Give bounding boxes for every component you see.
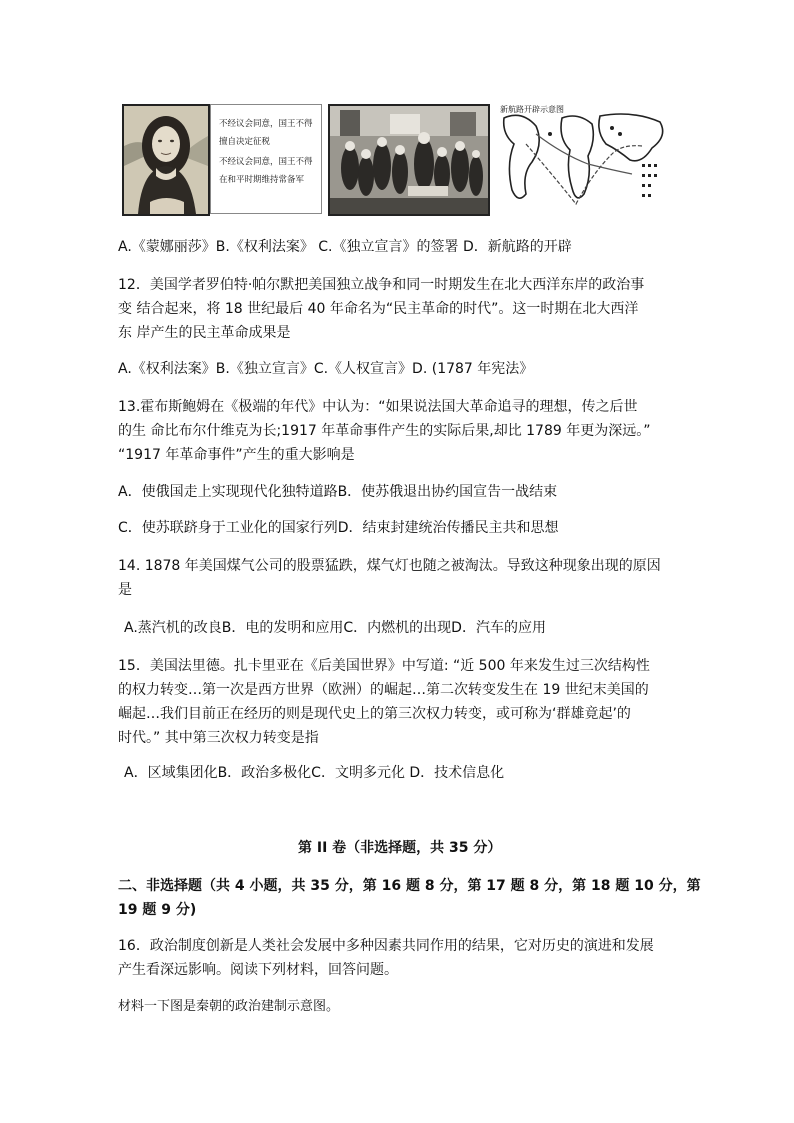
bill-of-rights-textbox [210, 104, 322, 214]
declaration-signing-image [328, 104, 490, 216]
q12-line: 12．美国学者罗伯特·帕尔默把美国独立战争和同一时期发生在北大西洋东岸的政治事 [118, 277, 645, 293]
section-heading-line: 二、非选择题（共 4 小题，共 35 分，第 16 题 8 分，第 17 题 8 分，第 18 题 10 分，第 [118, 878, 701, 894]
q15-line: 的权力转变…第一次是西方世界（欧洲）的崛起…第二次转变发生在 19 世纪末美国的 [118, 682, 649, 698]
q16-material: 材料一下图是秦朝的政治建制示意图。 [118, 999, 340, 1014]
q14-line: 14. 1878 年美国煤气公司的股票猛跌，煤气灯也随之被淘汰。导致这种现象出现的原因 [118, 558, 661, 574]
q14-options: A.蒸汽机的改良B．电的发明和应用C．内燃机的出现D．汽车的应用 [124, 620, 546, 636]
bill-text-line: 擅自决定征税 [219, 137, 271, 147]
new-sea-routes-map [492, 104, 674, 212]
q15-line: 15．美国法里德。扎卡里亚在《后美国世界》中写道: “近 500 年来发生过三次结构性 [118, 658, 650, 674]
q15-line: 崛起…我们目前正在经历的则是现代史上的第三次权力转变，或可称为‘群雄竟起’的 [118, 706, 631, 722]
bill-text-line: 不经议会同意，国王不得 [219, 157, 313, 167]
q13-line: “1917 年革命事件”产生的重大影响是 [118, 447, 355, 463]
section-heading-line: 19 题 9 分) [118, 902, 197, 918]
q11-options: A.《蒙娜丽莎》B.《权利法案》 C.《独立宣言》的签署 D．新航路的开辟 [118, 239, 572, 255]
q15-options: A．区域集团化B．政治多极化C．文明多元化 D．技术信息化 [124, 765, 505, 781]
q16-line: 产生看深远影响。阅读下列材料，回答问题。 [118, 962, 398, 978]
map-title: 新航路开辟示意图 [500, 105, 564, 114]
mona-lisa-image [122, 104, 210, 216]
q14-line: 是 [118, 582, 132, 598]
q13-line: 13.霍布斯鲍姆在《极端的年代》中认为：“如果说法国大革命追寻的理想，传之后世 [118, 399, 638, 415]
q12-options: A.《权利法案》B.《独立宣言》C.《人权宣言》D. (1787 年宪法》 [118, 361, 534, 377]
q15-line: 时代。” 其中第三次权力转变是指 [118, 730, 319, 746]
q13-options-ab: A．使俄国走上实现现代化独特道路B．使苏俄退出协约国宣告一战结束 [118, 484, 558, 500]
q16-line: 16．政治制度创新是人类社会发展中多种因素共同作用的结果，它对历史的演进和发展 [118, 938, 654, 954]
section-title: 第 II 卷（非选择题，共 35 分） [298, 840, 502, 856]
q13-line: 的生 命比布尔什维克为长;1917 年革命事件产生的实际后果,却比 1789 年更为深远。” [118, 423, 651, 439]
q13-options-cd: C．使苏联跻身于工业化的国家行列D．结束封建统治传播民主共和思想 [118, 520, 559, 536]
bill-text-line: 在和平时期维持常备军 [219, 175, 305, 185]
q12-line: 变 结合起来，将 18 世纪最后 40 年命名为“民主革命的时代”。这一时期在北大西洋 [118, 301, 639, 317]
bill-text-line: 不经议会同意，国王不得 [219, 119, 313, 129]
q12-line: 东 岸产生的民主革命成果是 [118, 325, 291, 341]
